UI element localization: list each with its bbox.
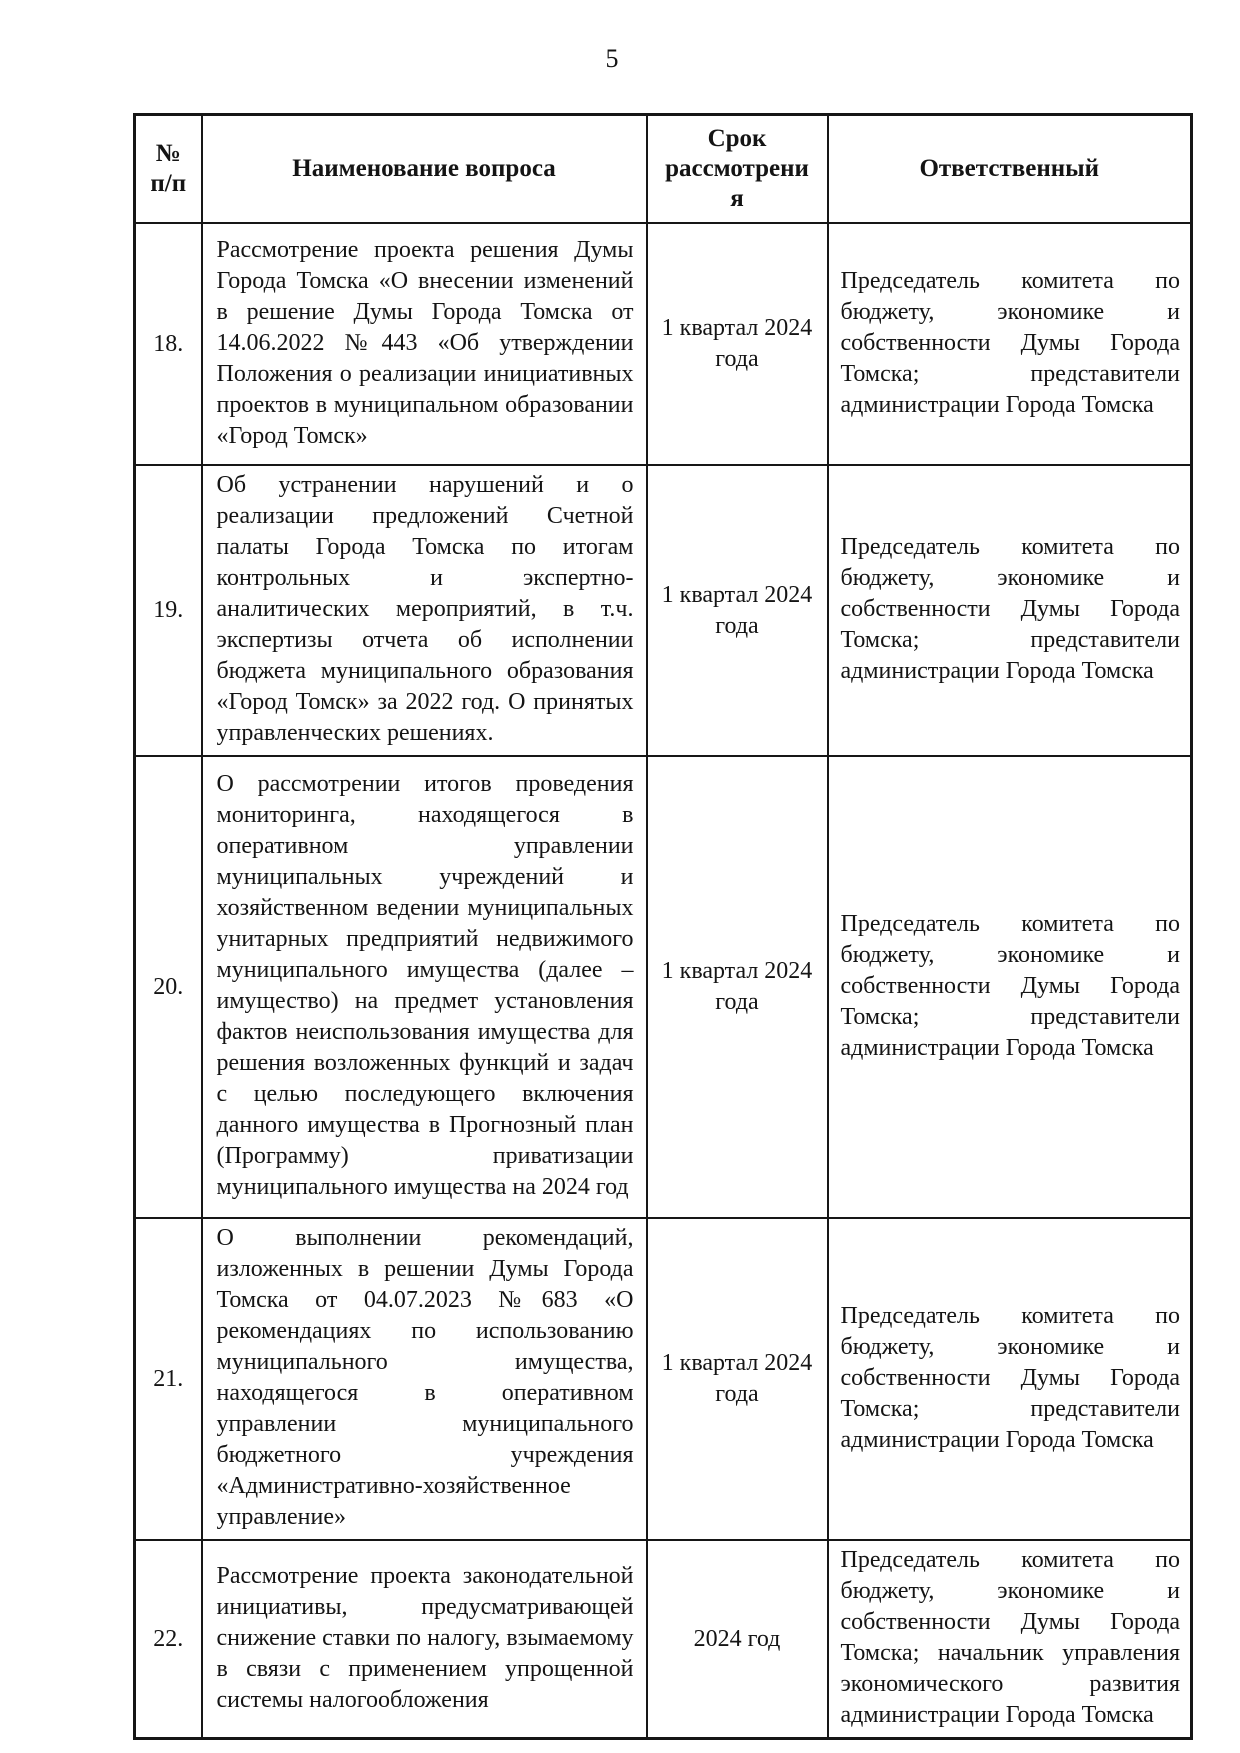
term-cell: 1 квартал 2024 года xyxy=(647,1218,828,1540)
question-cell: Об устранении нарушений и о реализации предложений Счетной палаты Города Томска по итогам контрольных и экспертно-аналитических мероприятий, в т.ч. экспертизы отчета об исполнении бюджета муниципального образования «Город Томск» за 2022 год. О принятых управленческих решениях. xyxy=(202,465,647,756)
table-row xyxy=(135,223,1192,465)
row-number-cell: 20. xyxy=(135,756,202,1218)
header-num-line: п/п xyxy=(150,170,187,197)
table-row xyxy=(135,1218,1192,1540)
question-cell: О выполнении рекомендаций, изложенных в решении Думы Города Томска от 04.07.2023 №683 «О рекомендациях по использованию муниципального имущества, находящегося в оперативном управлении муниципального бюджетного учреждения «Административно-хозяйственное управление» xyxy=(202,1218,647,1540)
row-number-cell: 19. xyxy=(135,465,202,756)
row-number-cell: 21. xyxy=(135,1218,202,1540)
header-num xyxy=(135,115,202,224)
document-table xyxy=(133,113,1193,1740)
question-cell: О рассмотрении итогов проведения мониторинга, находящегося в оперативном управлении муниципальных учреждений и хозяйственном ведении муниципальных унитарных предприятий недвижимого муниципального имущества (далее – имущество) на предмет установления фактов неиспользования имущества для решения возложенных функций и задач с целью последующего включения данного имущества в Прогнозный план (Программу) приватизации муниципального имущества на 2024 год xyxy=(202,756,647,1218)
header-term-line: Срок xyxy=(707,125,767,152)
header-question: Наименование вопроса xyxy=(202,115,647,224)
header-term xyxy=(647,115,828,224)
table-row xyxy=(135,465,1192,756)
table-row xyxy=(135,1540,1192,1739)
term-cell: 1 квартал 2024 года xyxy=(647,756,828,1218)
responsible-cell: Председатель комитета по бюджету, экономике и собственности Думы Города Томска; начальник управления экономического развития администрации Города Томска xyxy=(828,1540,1192,1739)
table-row xyxy=(135,756,1192,1218)
row-number-cell: 22. xyxy=(135,1540,202,1739)
table-header-row xyxy=(135,115,1192,224)
term-cell: 2024 год xyxy=(647,1540,828,1739)
question-cell: Рассмотрение проекта решения Думы Города Томска «О внесении изменений в решение Думы Города Томска от 14.06.2022 №443 «Об утверждении Положения о реализации инициативных проектов в муниципальном образовании «Город Томск» xyxy=(202,223,647,465)
page-number: 5 xyxy=(605,44,619,73)
header-term-line: рассмотрени xyxy=(665,155,809,182)
header-responsible: Ответственный xyxy=(828,115,1192,224)
header-term-line: я xyxy=(730,185,744,212)
question-cell: Рассмотрение проекта законодательной инициативы, предусматривающей снижение ставки по налогу, взымаемому в связи с применением упрощенной системы налогообложения xyxy=(202,1540,647,1739)
term-cell: 1 квартал 2024 года xyxy=(647,223,828,465)
responsible-cell: Председатель комитета по бюджету, экономике и собственности Думы Города Томска; представители администрации Города Томска xyxy=(828,756,1192,1218)
responsible-cell: Председатель комитета по бюджету, экономике и собственности Думы Города Томска; представители администрации Города Томска xyxy=(828,1218,1192,1540)
row-number-cell: 18. xyxy=(135,223,202,465)
responsible-cell: Председатель комитета по бюджету, экономике и собственности Думы Города Томска; представители администрации Города Томска xyxy=(828,223,1192,465)
header-num-line: № xyxy=(155,140,181,167)
term-cell: 1 квартал 2024 года xyxy=(647,465,828,756)
responsible-cell: Председатель комитета по бюджету, экономике и собственности Думы Города Томска; представители администрации Города Томска xyxy=(828,465,1192,756)
